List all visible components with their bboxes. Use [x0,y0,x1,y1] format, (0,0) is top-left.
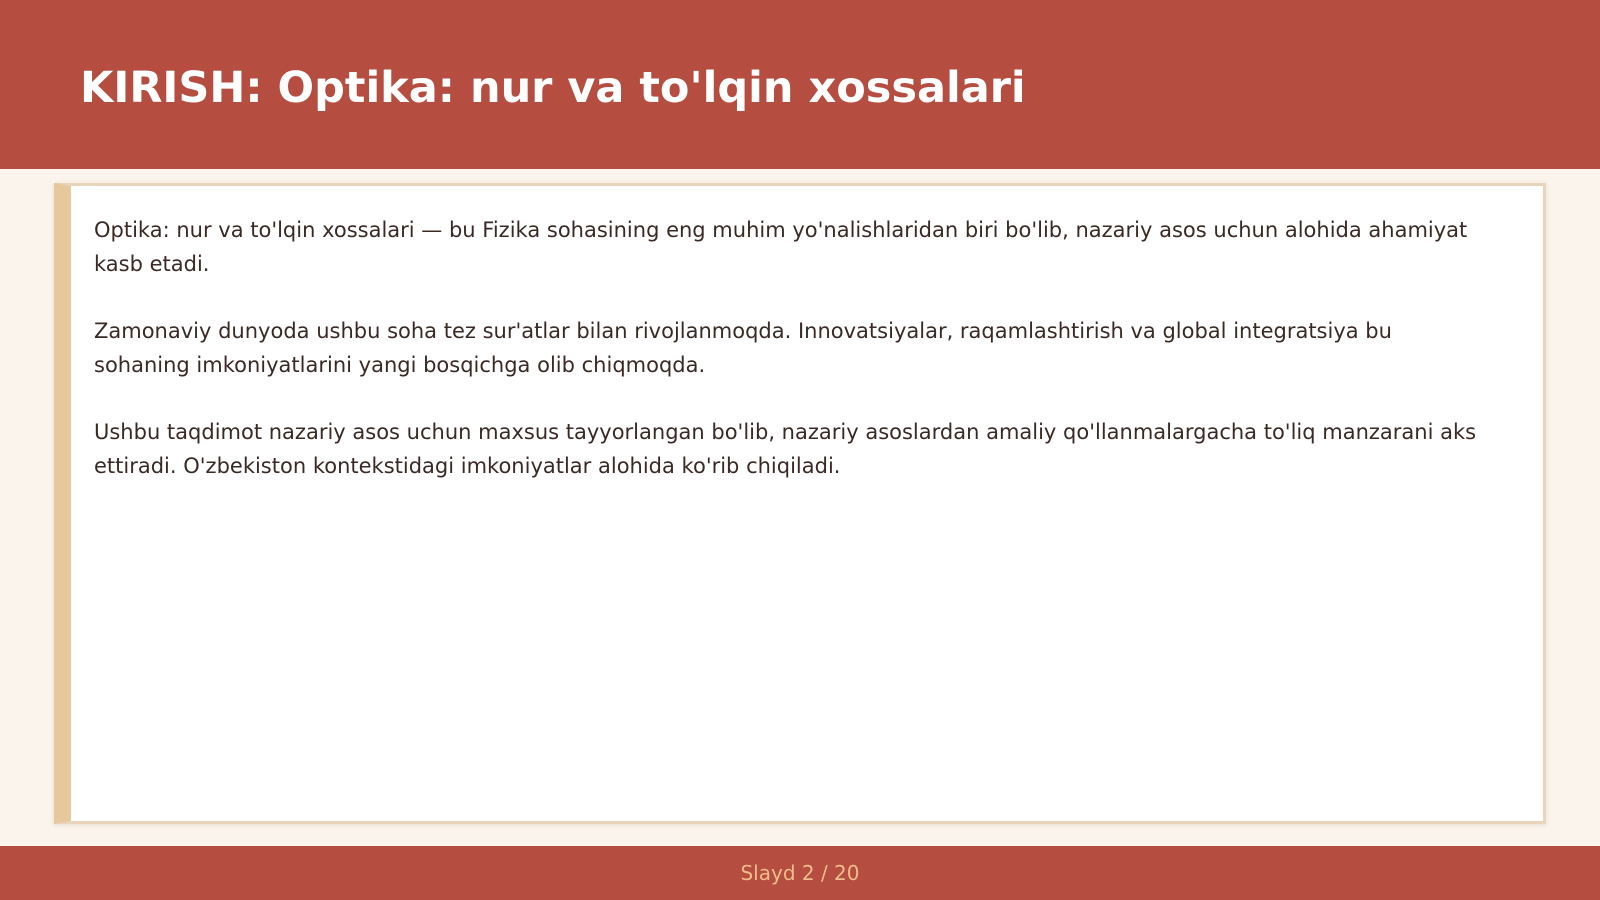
content-body [94,213,1494,516]
paragraph-presentation-scope: Ushbu taqdimot nazariy asos uchun maxsus tayyorlangan bo'lib, nazariy asoslardan amaliy qo'llanmalargacha to'liq manzarani aks ettiradi. O'zbekiston kontekstidagi imkoniyatlar alohida ko'rib chiqiladi. [94,420,1477,478]
slide-header [0,0,1600,169]
paragraph-intro: Optika: nur va to'lqin xossalari — bu Fizika sohasining eng muhim yo'nalishlaridan biri bo'lib, nazariy asos uchun alohida ahamiyat kasb etadi. [94,218,1468,276]
slide-counter: Slayd 2 / 20 [740,861,860,885]
slide-title: KIRISH: Optika: nur va to'lqin xossalari [80,63,1026,113]
slide-footer [0,846,1600,900]
paragraph-modern-development: Zamonaviy dunyoda ushbu soha tez sur'atlar bilan rivojlanmoqda. Innovatsiyalar, raqamlashtirish va global integratsiya bu sohaning imkoniyatlarini yangi bosqichga olib chiqmoqda. [94,319,1392,377]
